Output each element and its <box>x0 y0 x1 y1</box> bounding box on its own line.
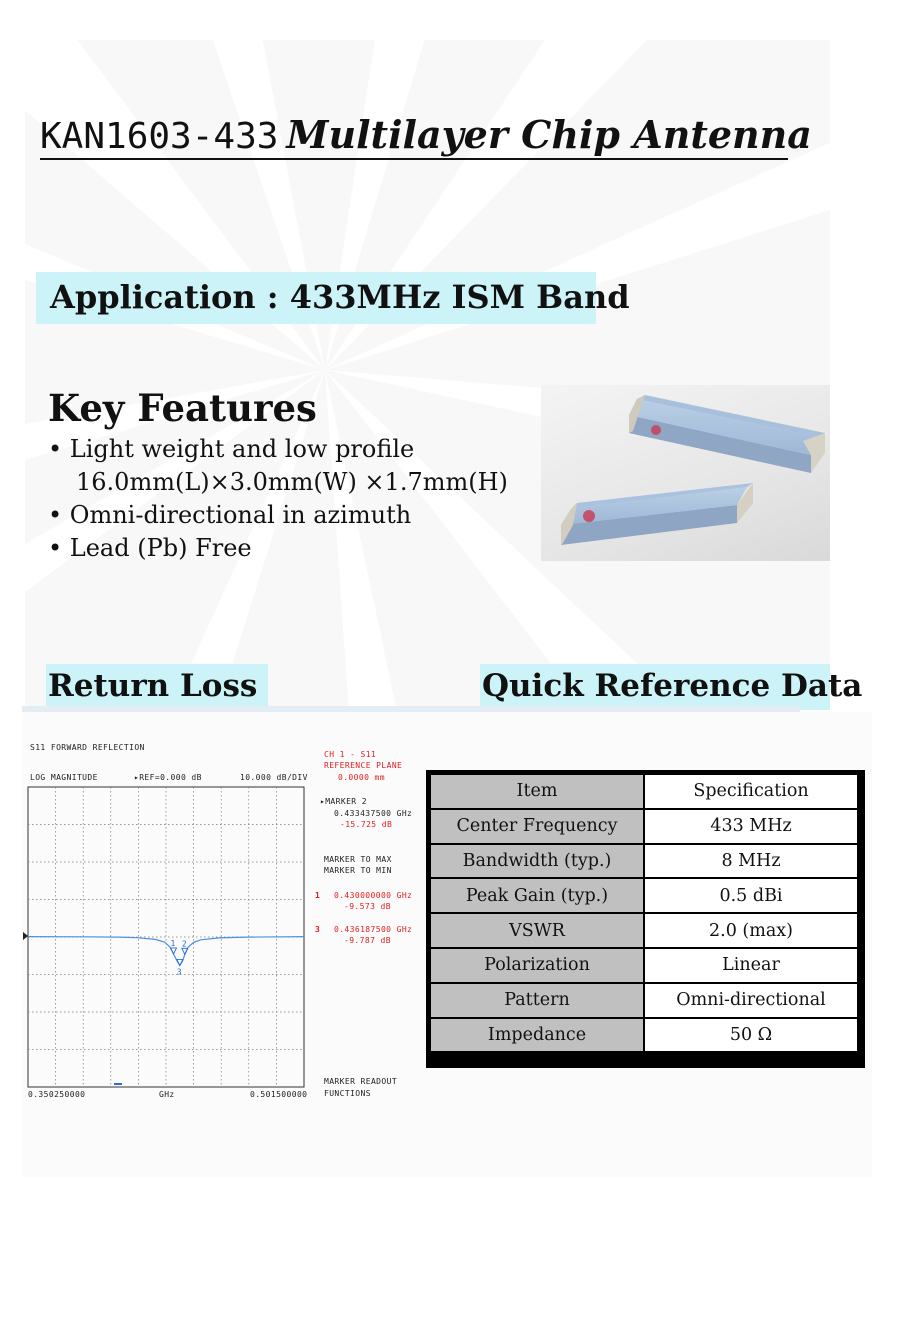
return-loss-heading: Return Loss <box>48 668 258 704</box>
marker2-label: ▸MARKER 2 <box>320 797 367 806</box>
feature-item: • Omni-directional in azimuth <box>48 501 412 529</box>
x-start-label: 0.350250000 <box>28 1090 86 1099</box>
marker-tag: 2 <box>181 939 187 949</box>
spec-value: 433 MHz <box>645 810 857 843</box>
marker2-freq: 0.433437500 GHz <box>334 809 413 818</box>
spec-header-row <box>431 775 857 808</box>
readout-line-2: FUNCTIONS <box>324 1089 371 1098</box>
chart-mode: S11 FORWARD REFLECTION <box>30 743 145 752</box>
feature-dimensions: 16.0mm(L)×3.0mm(W) ×1.7mm(H) <box>76 468 508 496</box>
spec-item: Bandwidth (typ.) <box>431 845 643 878</box>
reference-plane-value: 0.0000 mm <box>338 773 385 782</box>
part-number: KAN1603-433 <box>40 116 279 157</box>
feature-item: • Light weight and low profile <box>48 435 415 463</box>
spec-row <box>431 914 857 947</box>
chip-front <box>561 483 753 545</box>
x-stop-label: 0.501500000 <box>250 1090 308 1099</box>
spec-row <box>431 845 857 878</box>
spec-item: VSWR <box>431 914 643 947</box>
marker-to-min: MARKER TO MIN <box>324 866 392 875</box>
spec-value: 8 MHz <box>645 845 857 878</box>
reference-pointer <box>23 932 28 940</box>
chart-format: LOG MAGNITUDE <box>30 773 98 782</box>
chart-ref: ▸REF=0.000 dB <box>134 773 202 782</box>
quick-reference-banner <box>480 664 863 710</box>
spec-row <box>431 949 857 982</box>
document-title <box>40 112 812 157</box>
marker-2 <box>177 959 183 976</box>
chart-scale: 10.000 dB/DIV <box>240 773 308 782</box>
spec-value: Omni-directional <box>645 984 857 1017</box>
marker-1 <box>171 939 177 954</box>
spec-item: Polarization <box>431 949 643 982</box>
key-features-list <box>48 433 508 565</box>
marker-to-max: MARKER TO MAX <box>324 855 392 864</box>
quick-reference-heading: Quick Reference Data <box>482 668 863 704</box>
marker3-number: 3 <box>315 925 321 934</box>
spec-table-frame <box>426 770 865 1068</box>
channel-label: CH 1 - S11 <box>324 750 377 759</box>
spec-row <box>431 879 857 912</box>
marker2-value: -15.725 dB <box>340 820 393 829</box>
spec-row <box>431 810 857 843</box>
reference-plane-label: REFERENCE PLANE <box>324 761 403 770</box>
spec-item: Impedance <box>431 1019 643 1052</box>
marker3-freq: 0.436187500 GHz <box>334 925 413 934</box>
product-photo <box>541 385 830 561</box>
spec-item: Center Frequency <box>431 810 643 843</box>
scroll-indicator <box>114 1083 122 1085</box>
spec-header-item: Item <box>431 775 643 808</box>
marker3-value: -9.787 dB <box>344 936 391 945</box>
spec-value: 0.5 dBi <box>645 879 857 912</box>
chip-back <box>629 395 825 473</box>
marker-tag: 1 <box>170 938 176 948</box>
marker1-freq: 0.430000000 GHz <box>334 891 413 900</box>
marker1-value: -9.573 dB <box>344 902 391 911</box>
application-text: Application : 433MHz ISM Band <box>50 278 630 316</box>
spec-value: 50 Ω <box>645 1019 857 1052</box>
marker1-number: 1 <box>315 891 321 900</box>
spec-row <box>431 984 857 1017</box>
marker-3 <box>182 939 188 954</box>
title-underline <box>40 158 788 160</box>
product-name: Multilayer Chip Antenna <box>286 112 812 157</box>
trace-group <box>28 937 304 977</box>
spec-value: 2.0 (max) <box>645 914 857 947</box>
spec-table <box>429 773 859 1053</box>
return-loss-chart <box>22 735 417 1110</box>
spec-row <box>431 1019 857 1052</box>
spec-item: Pattern <box>431 984 643 1017</box>
feature-item: • Lead (Pb) Free <box>48 534 252 562</box>
marker-tag: 3 <box>176 967 182 977</box>
key-features-heading: Key Features <box>48 386 317 430</box>
return-loss-banner <box>46 664 268 710</box>
spec-header-value: Specification <box>645 775 857 808</box>
spec-item: Peak Gain (typ.) <box>431 879 643 912</box>
x-unit-label: GHz <box>159 1090 175 1099</box>
readout-line-1: MARKER READOUT <box>324 1077 398 1086</box>
application-banner <box>36 272 630 324</box>
spec-value: Linear <box>645 949 857 982</box>
s11-plot <box>22 735 417 1110</box>
